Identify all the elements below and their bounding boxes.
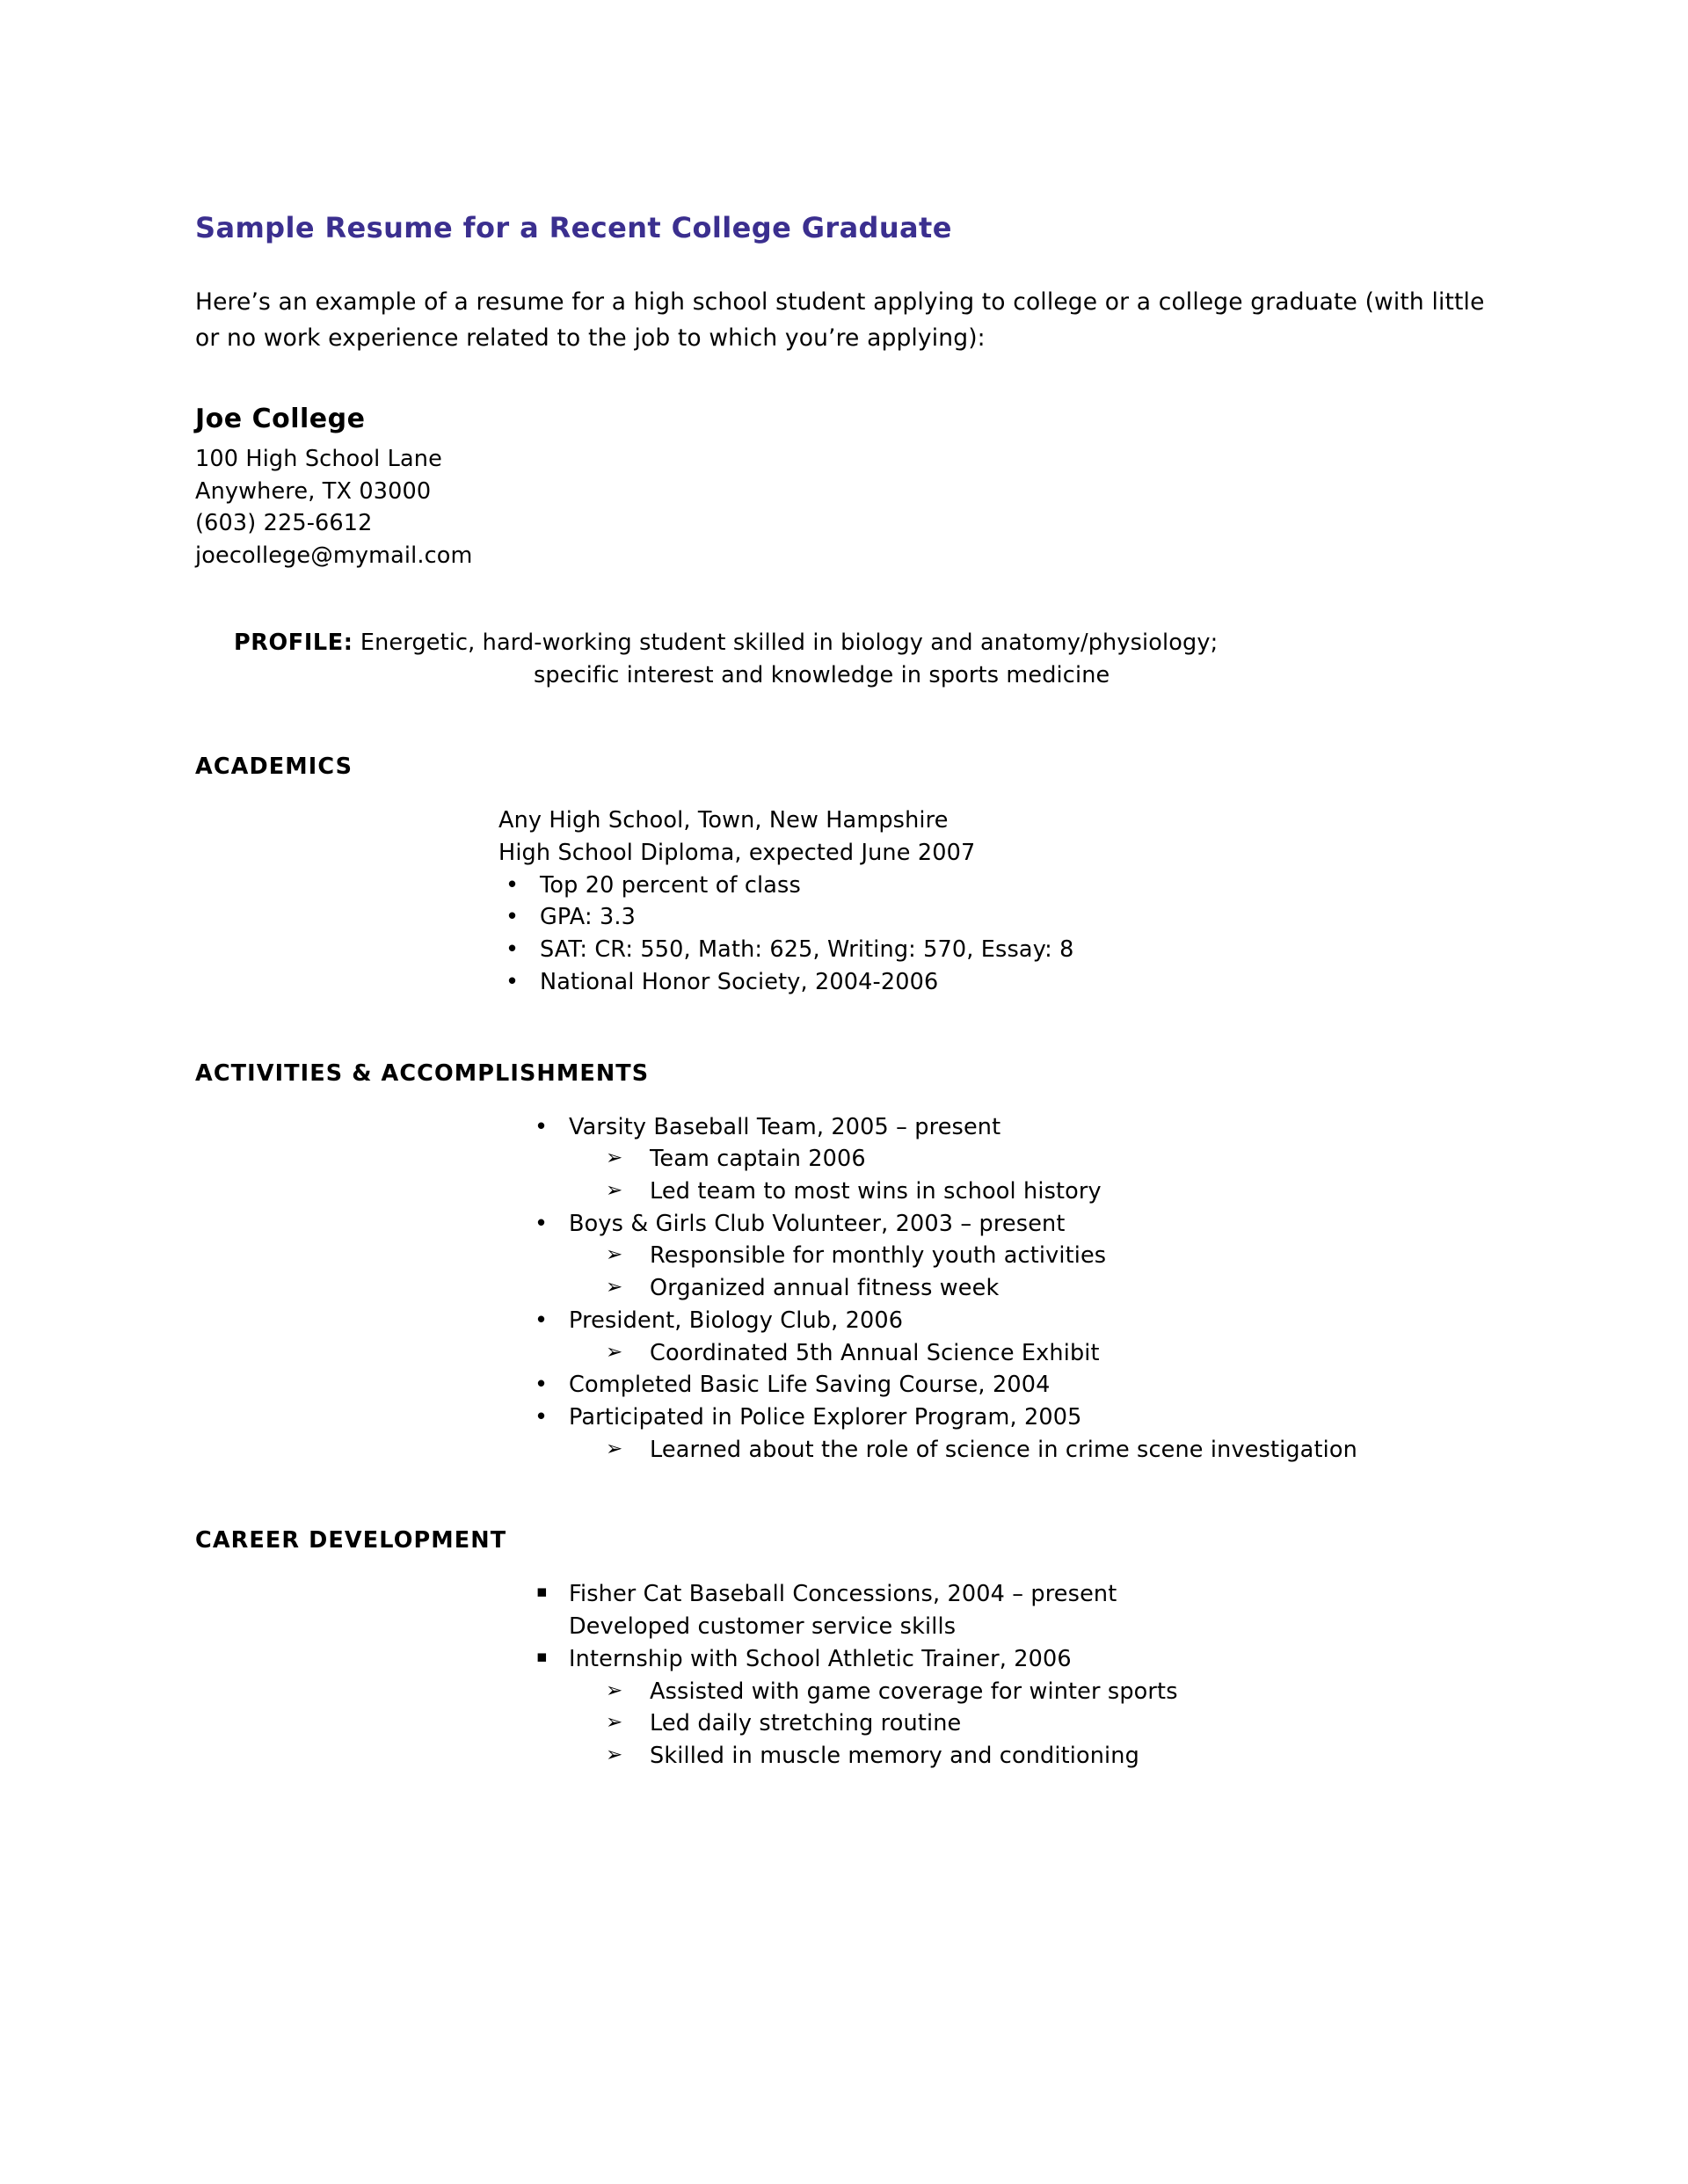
- list-item-label: Participated in Police Explorer Program, 2005: [569, 1404, 1082, 1431]
- sub-list-item-label: Organized annual fitness week: [650, 1275, 1000, 1302]
- list-item: [498, 934, 1514, 966]
- list-item: [498, 901, 1514, 934]
- sub-list-item-label: Skilled in muscle memory and conditioning: [650, 1743, 1139, 1770]
- list-item-label: Top 20 percent of class: [540, 871, 801, 899]
- list-item-label: SAT: CR: 550, Math: 625, Writing: 570, Essay: 8: [540, 936, 1074, 964]
- list-item-label: President, Biology Club, 2006: [569, 1307, 904, 1334]
- list-item: [528, 1305, 1514, 1369]
- activities-bullet-list: [528, 1111, 1514, 1467]
- profile-text-line-1: Energetic, hard-working student skilled in biology and anatomy/physiology;: [360, 629, 1219, 656]
- list-item-label: Internship with School Athletic Trainer, 2006: [569, 1645, 1072, 1672]
- bullet-dot-icon: •: [535, 1307, 549, 1334]
- document-content: [195, 211, 1514, 1773]
- sub-list-item: [606, 1676, 1514, 1708]
- bullet-square-icon: ▪: [536, 1646, 549, 1666]
- candidate-city-state-zip: Anywhere, TX 03000: [195, 477, 432, 505]
- academics-bullet-list: [498, 870, 1514, 999]
- sub-list: [569, 1337, 1514, 1370]
- list-item-detail: Developed customer service skills: [569, 1613, 957, 1641]
- profile-section: [195, 627, 1514, 692]
- bullet-dot-icon: •: [506, 968, 520, 995]
- bullet-dot-icon: •: [506, 936, 520, 964]
- academics-diploma: High School Diploma, expected June 2007: [498, 839, 976, 866]
- sub-list-item: [606, 1176, 1514, 1208]
- sub-list-item: [606, 1707, 1514, 1740]
- sub-list-item-label: Team captain 2006: [650, 1146, 866, 1173]
- candidate-email: joecollege@mymail.com: [195, 542, 473, 570]
- academics-school: Any High School, Town, New Hampshire: [498, 807, 949, 834]
- activities-body: [195, 1111, 1514, 1467]
- list-item: [528, 1643, 1514, 1773]
- sub-list-item-label: Assisted with game coverage for winter sports: [650, 1678, 1178, 1705]
- candidate-address: 100 High School Lane: [195, 445, 442, 472]
- bullet-dot-icon: •: [535, 1372, 549, 1399]
- list-item: [498, 966, 1514, 999]
- list-item-label: Varsity Baseball Team, 2005 – present: [569, 1113, 1001, 1140]
- list-item-label: National Honor Society, 2004-2006: [540, 968, 939, 995]
- arrow-bullet-icon: ➢: [606, 1178, 623, 1202]
- bullet-dot-icon: •: [506, 904, 520, 931]
- arrow-bullet-icon: ➢: [606, 1276, 623, 1299]
- sub-list-item-label: Responsible for monthly youth activities: [650, 1242, 1107, 1270]
- page-title: Sample Resume for a Recent College Graduate: [195, 211, 952, 244]
- arrow-bullet-icon: ➢: [606, 1340, 623, 1364]
- sub-list-item-label: Learned about the role of science in crime scene investigation: [650, 1436, 1357, 1463]
- arrow-bullet-icon: ➢: [606, 1147, 623, 1170]
- arrow-bullet-icon: ➢: [606, 1437, 623, 1460]
- contact-block: [195, 404, 1514, 572]
- profile-text-line-2: specific interest and knowledge in sports medicine: [534, 662, 1110, 689]
- list-item: [528, 1578, 1514, 1642]
- bullet-dot-icon: •: [535, 1210, 549, 1237]
- section-heading-career-development: CAREER DEVELOPMENT: [195, 1527, 507, 1554]
- sub-list: [569, 1676, 1514, 1773]
- sub-list: [569, 1240, 1514, 1304]
- section-heading-academics: ACADEMICS: [195, 753, 353, 781]
- list-item-label: GPA: 3.3: [540, 904, 636, 931]
- sub-list-item: [606, 1740, 1514, 1773]
- bullet-dot-icon: •: [535, 1404, 549, 1431]
- list-item-label: Completed Basic Life Saving Course, 2004: [569, 1372, 1051, 1399]
- list-item-label: Boys & Girls Club Volunteer, 2003 – present: [569, 1210, 1066, 1237]
- sub-list-item: [606, 1143, 1514, 1176]
- arrow-bullet-icon: ➢: [606, 1744, 623, 1767]
- sub-list-item: [606, 1272, 1514, 1305]
- bullet-square-icon: ▪: [536, 1582, 549, 1602]
- career-bullet-list: [528, 1578, 1514, 1772]
- arrow-bullet-icon: ➢: [606, 1711, 623, 1735]
- list-item: [528, 1401, 1514, 1466]
- sub-list: [569, 1434, 1514, 1467]
- candidate-name: Joe College: [195, 403, 366, 434]
- list-item: [498, 870, 1514, 902]
- sub-list-item-label: Coordinated 5th Annual Science Exhibit: [650, 1339, 1100, 1366]
- sub-list-item: [606, 1337, 1514, 1370]
- sub-list-item: [606, 1240, 1514, 1272]
- academics-body: [195, 804, 1514, 998]
- sub-list-item-label: Led team to most wins in school history: [650, 1177, 1102, 1205]
- intro-paragraph: Here’s an example of a resume for a high school student applying to college or a college graduate (with little or no work experience related to the job to which you’re applying):: [195, 288, 1485, 352]
- list-item-label: Fisher Cat Baseball Concessions, 2004 – present: [569, 1581, 1117, 1608]
- sub-list: [569, 1143, 1514, 1207]
- sub-list-item-label: Led daily stretching routine: [650, 1710, 962, 1737]
- sub-list-item: [606, 1434, 1514, 1467]
- profile-label: PROFILE:: [234, 629, 353, 656]
- bullet-dot-icon: •: [535, 1113, 549, 1140]
- list-item: [528, 1111, 1514, 1208]
- arrow-bullet-icon: ➢: [606, 1243, 623, 1267]
- candidate-phone: (603) 225-6612: [195, 510, 373, 537]
- bullet-dot-icon: •: [506, 871, 520, 899]
- list-item: [528, 1369, 1514, 1401]
- section-heading-activities: ACTIVITIES & ACCOMPLISHMENTS: [195, 1059, 650, 1087]
- arrow-bullet-icon: ➢: [606, 1678, 623, 1702]
- list-item: [528, 1208, 1514, 1305]
- career-body: [195, 1578, 1514, 1772]
